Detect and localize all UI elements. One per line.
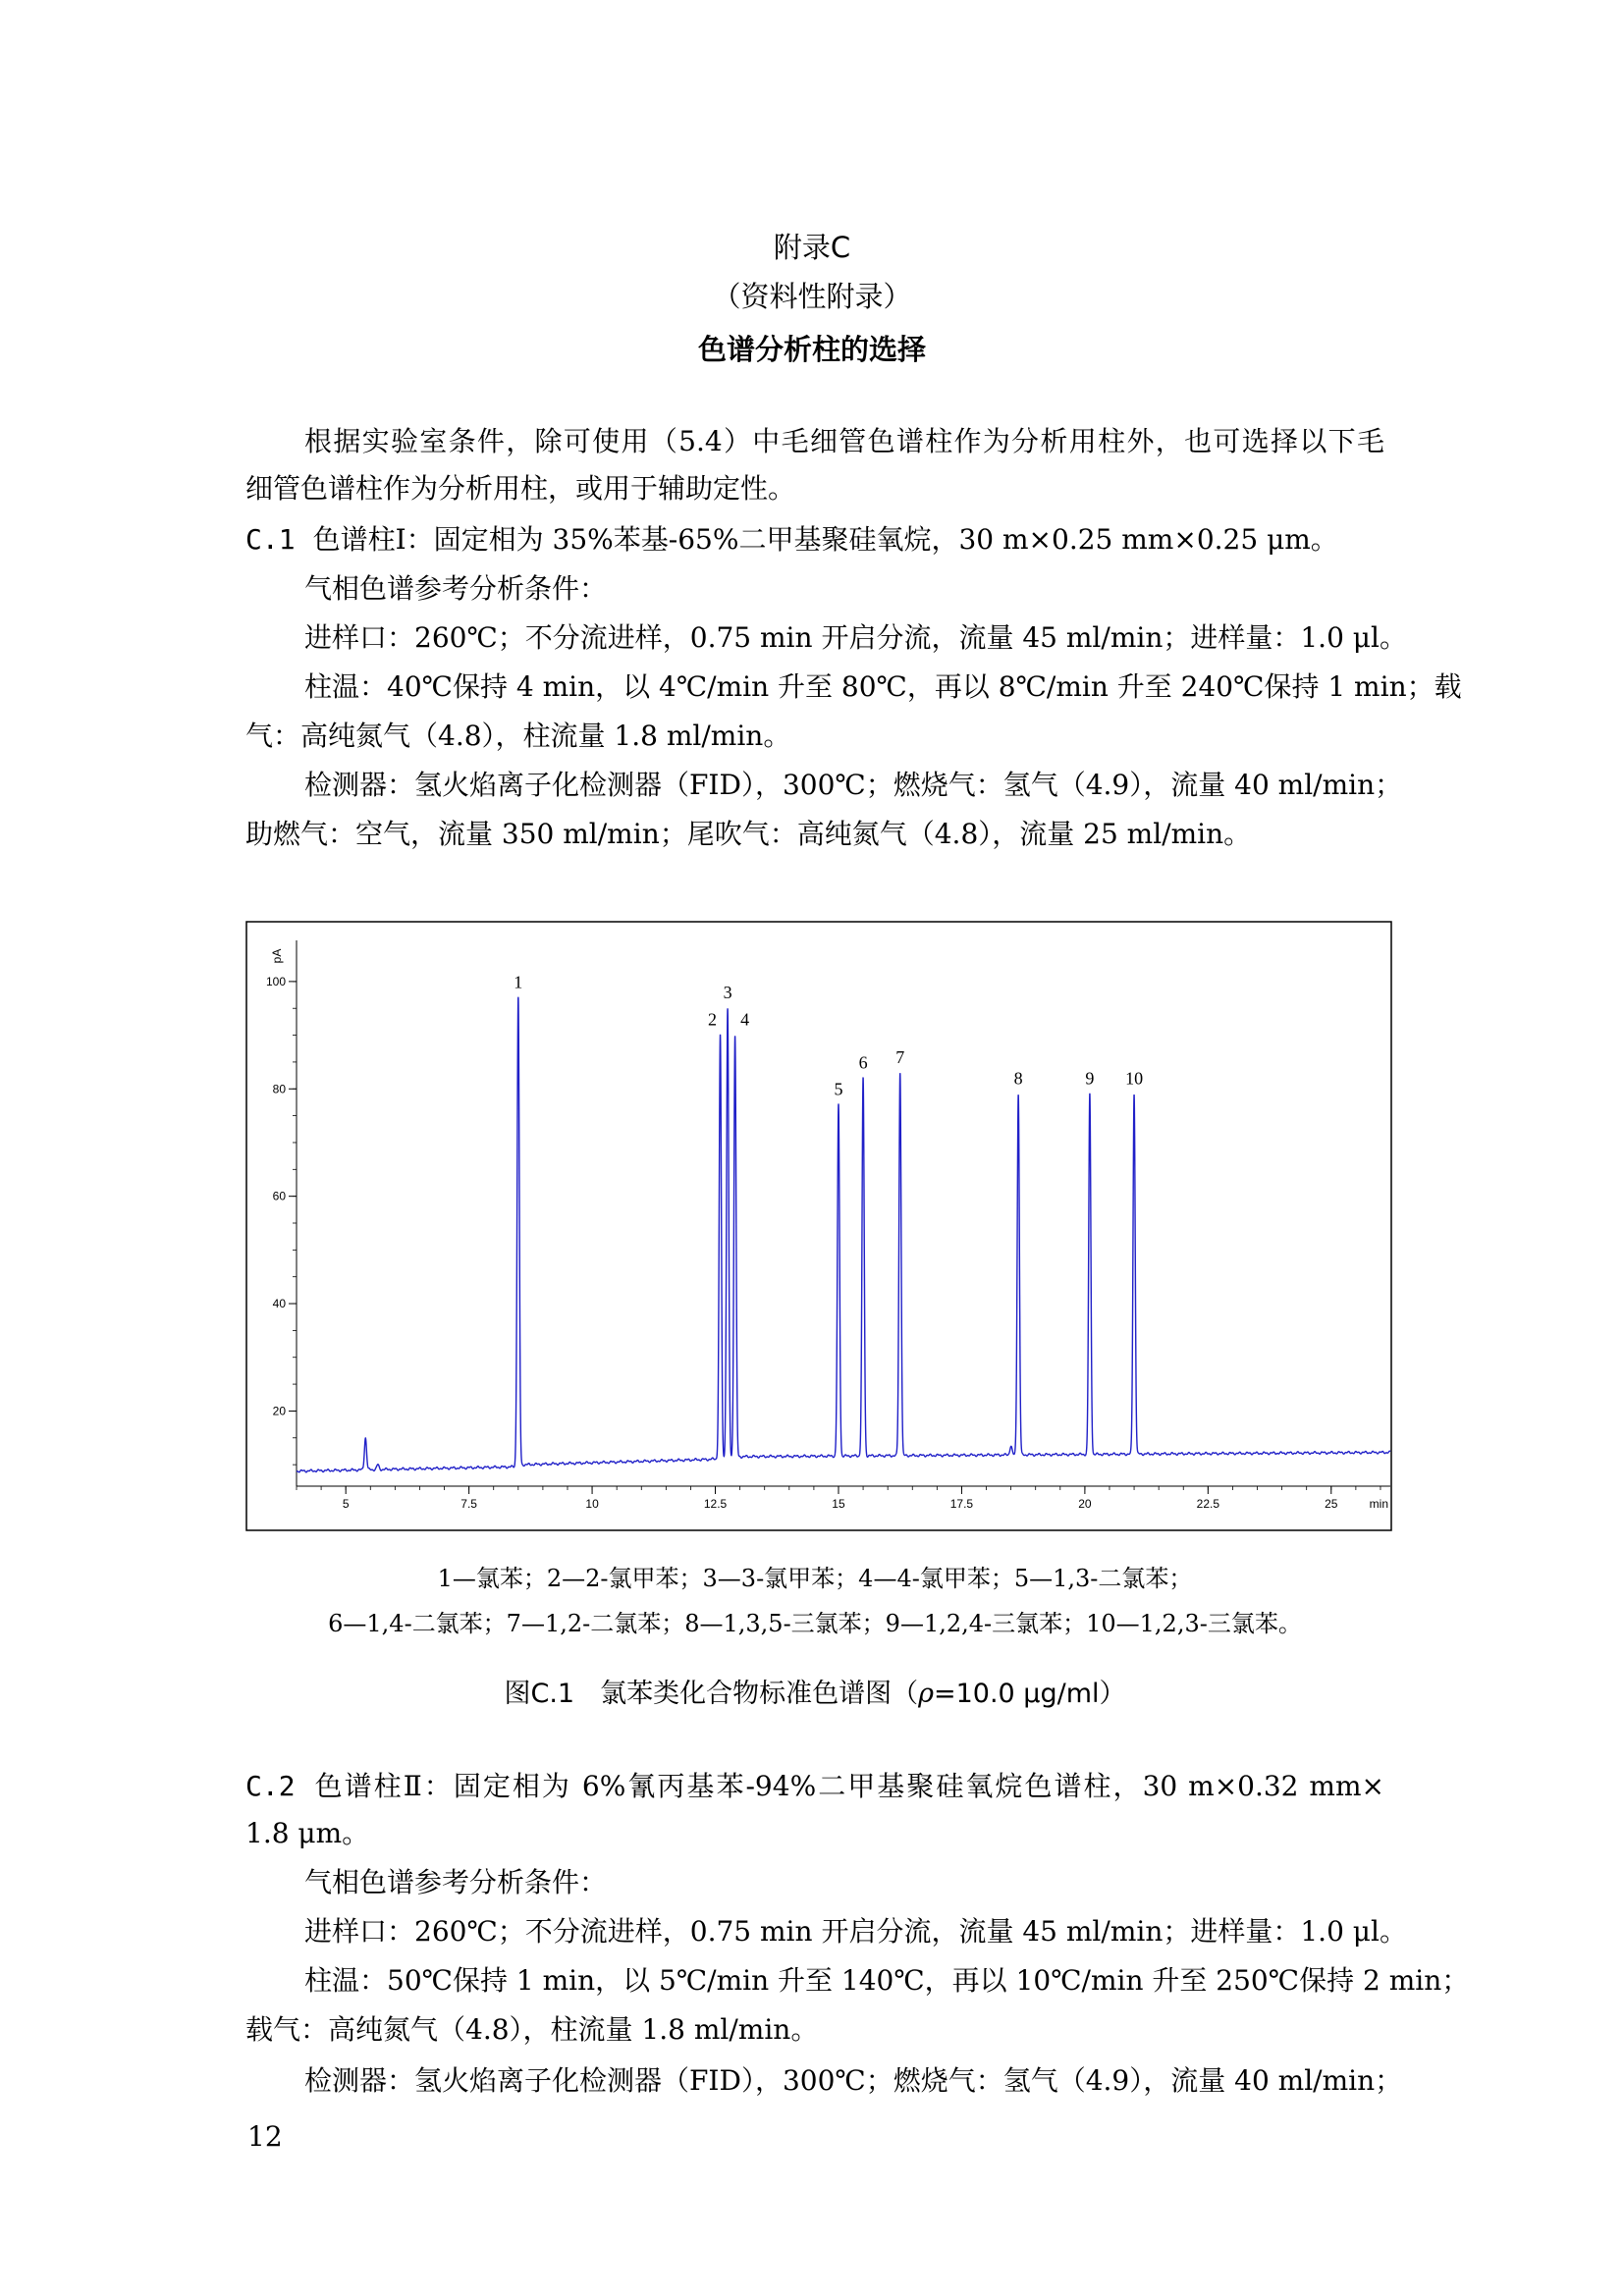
- c2-heading-line-2: 1.8 μm。: [245, 1817, 370, 1849]
- y-tick-label: 100: [265, 974, 286, 988]
- chromatogram-figure: [245, 921, 1392, 1531]
- c2-oven-line-1: 柱温：50℃保持 1 min，以 5℃/min 升至 140℃，再以 10℃/min 升至 250℃保持 2 min；: [304, 1964, 1470, 1997]
- peak-label-5: 5: [834, 1079, 843, 1099]
- x-tick-label: 17.5: [949, 1497, 974, 1511]
- c2-inlet: 进样口：260℃；不分流进样，0.75 min 开启分流，流量 45 ml/min；进样量：1.0 μl。: [304, 1915, 1407, 1948]
- c2-number: C.2: [245, 1770, 296, 1802]
- peak-label-10: 10: [1125, 1068, 1144, 1089]
- c1-conditions-label: 气相色谱参考分析条件：: [304, 572, 608, 605]
- c1-inlet: 进样口：260℃；不分流进样，0.75 min 开启分流，流量 45 ml/min；进样量：1.0 μl。: [304, 621, 1407, 654]
- c1-detector-line-2: 助燃气：空气，流量 350 ml/min；尾吹气：高纯氮气（4.8），流量 25 ml/min。: [245, 818, 1252, 850]
- peak-label-8: 8: [1013, 1068, 1023, 1089]
- appendix-type: （资料性附录）: [712, 280, 912, 313]
- x-tick-label: 15: [832, 1497, 845, 1511]
- c1-number: C.1: [245, 523, 296, 556]
- peak-label-4: 4: [740, 1009, 750, 1030]
- page-number: 12: [247, 2120, 283, 2153]
- x-tick-label: 12.5: [703, 1497, 728, 1511]
- figure-caption: [245, 1675, 1384, 1714]
- legend-line-1: 1—氯苯；2—2-氯甲苯；3—3-氯甲苯；4—4-氯甲苯；5—1,3-二氯苯；: [437, 1565, 1193, 1592]
- intro-line-1: 根据实验室条件，除可使用（5.4）中毛细管色谱柱作为分析用柱外，也可选择以下毛: [304, 425, 1384, 457]
- intro-line-2: 细管色谱柱作为分析用柱，或用于辅助定性。: [245, 472, 796, 505]
- c2-oven-line-2: 载气：高纯氮气（4.8），柱流量 1.8 ml/min。: [245, 2013, 819, 2046]
- figure-caption-suffix: =10.0 μg/ml）: [933, 1679, 1126, 1709]
- c1-heading: [245, 520, 1384, 560]
- figure-caption-prefix: 氯苯类化合物标准色谱图（: [600, 1679, 919, 1709]
- c1-detector-line-1: 检测器：氢火焰离子化检测器（FID），300℃；燃烧气：氢气（4.9），流量 40 ml/min；: [304, 769, 1403, 801]
- c2-detector-line-1: 检测器：氢火焰离子化检测器（FID），300℃；燃烧气：氢气（4.9），流量 40 ml/min；: [304, 2064, 1403, 2097]
- figure-frame: [246, 922, 1391, 1530]
- appendix-subject: 色谱分析柱的选择: [697, 333, 926, 366]
- x-tick-label: 7.5: [460, 1497, 477, 1511]
- x-tick-label: 10: [585, 1497, 599, 1511]
- legend-line-2: 6—1,4-二氯苯；7—1,2-二氯苯；8—1,3,5-三氯苯；9—1,2,4-三氯苯；10—1,2,3-三氯苯。: [328, 1610, 1302, 1637]
- c2-conditions-label: 气相色谱参考分析条件：: [304, 1866, 608, 1898]
- y-tick-label: 80: [272, 1082, 286, 1096]
- x-tick-label: 22.5: [1196, 1497, 1220, 1511]
- x-unit-label: min: [1369, 1497, 1388, 1511]
- x-tick-label: 25: [1325, 1497, 1338, 1511]
- peak-label-2: 2: [708, 1009, 718, 1030]
- c2-heading-line-1: [245, 1767, 1384, 1806]
- appendix-title: 附录C: [773, 231, 851, 264]
- y-tick-label: 20: [272, 1404, 286, 1418]
- x-tick-label: 20: [1078, 1497, 1092, 1511]
- y-tick-label: 60: [272, 1189, 286, 1203]
- peak-label-3: 3: [723, 983, 732, 1003]
- y-tick-label: 40: [272, 1297, 286, 1311]
- peak-label-7: 7: [895, 1046, 905, 1067]
- c1-oven-line-1: 柱温：40℃保持 4 min，以 4℃/min 升至 80℃，再以 8℃/min 升至 240℃保持 1 min；载: [304, 670, 1462, 703]
- peak-label-1: 1: [514, 972, 523, 992]
- c2-heading-text: 色谱柱Ⅱ：固定相为 6%氰丙基苯-94%二甲基聚硅氧烷色谱柱，30 m×0.32 mm×: [312, 1770, 1384, 1802]
- rho-symbol: ρ: [918, 1679, 934, 1709]
- x-tick-label: 5: [342, 1497, 350, 1511]
- y-unit-label: pA: [270, 948, 284, 964]
- peak-label-9: 9: [1085, 1068, 1095, 1089]
- c1-heading-text: 色谱柱Ⅰ：固定相为 35%苯基-65%二甲基聚硅氧烷，30 m×0.25 mm×0.25 μm。: [312, 523, 1338, 556]
- c1-oven-line-2: 气：高纯氮气（4.8），柱流量 1.8 ml/min。: [245, 720, 791, 752]
- figure-number: 图C.1: [504, 1679, 575, 1709]
- peak-label-6: 6: [858, 1052, 868, 1073]
